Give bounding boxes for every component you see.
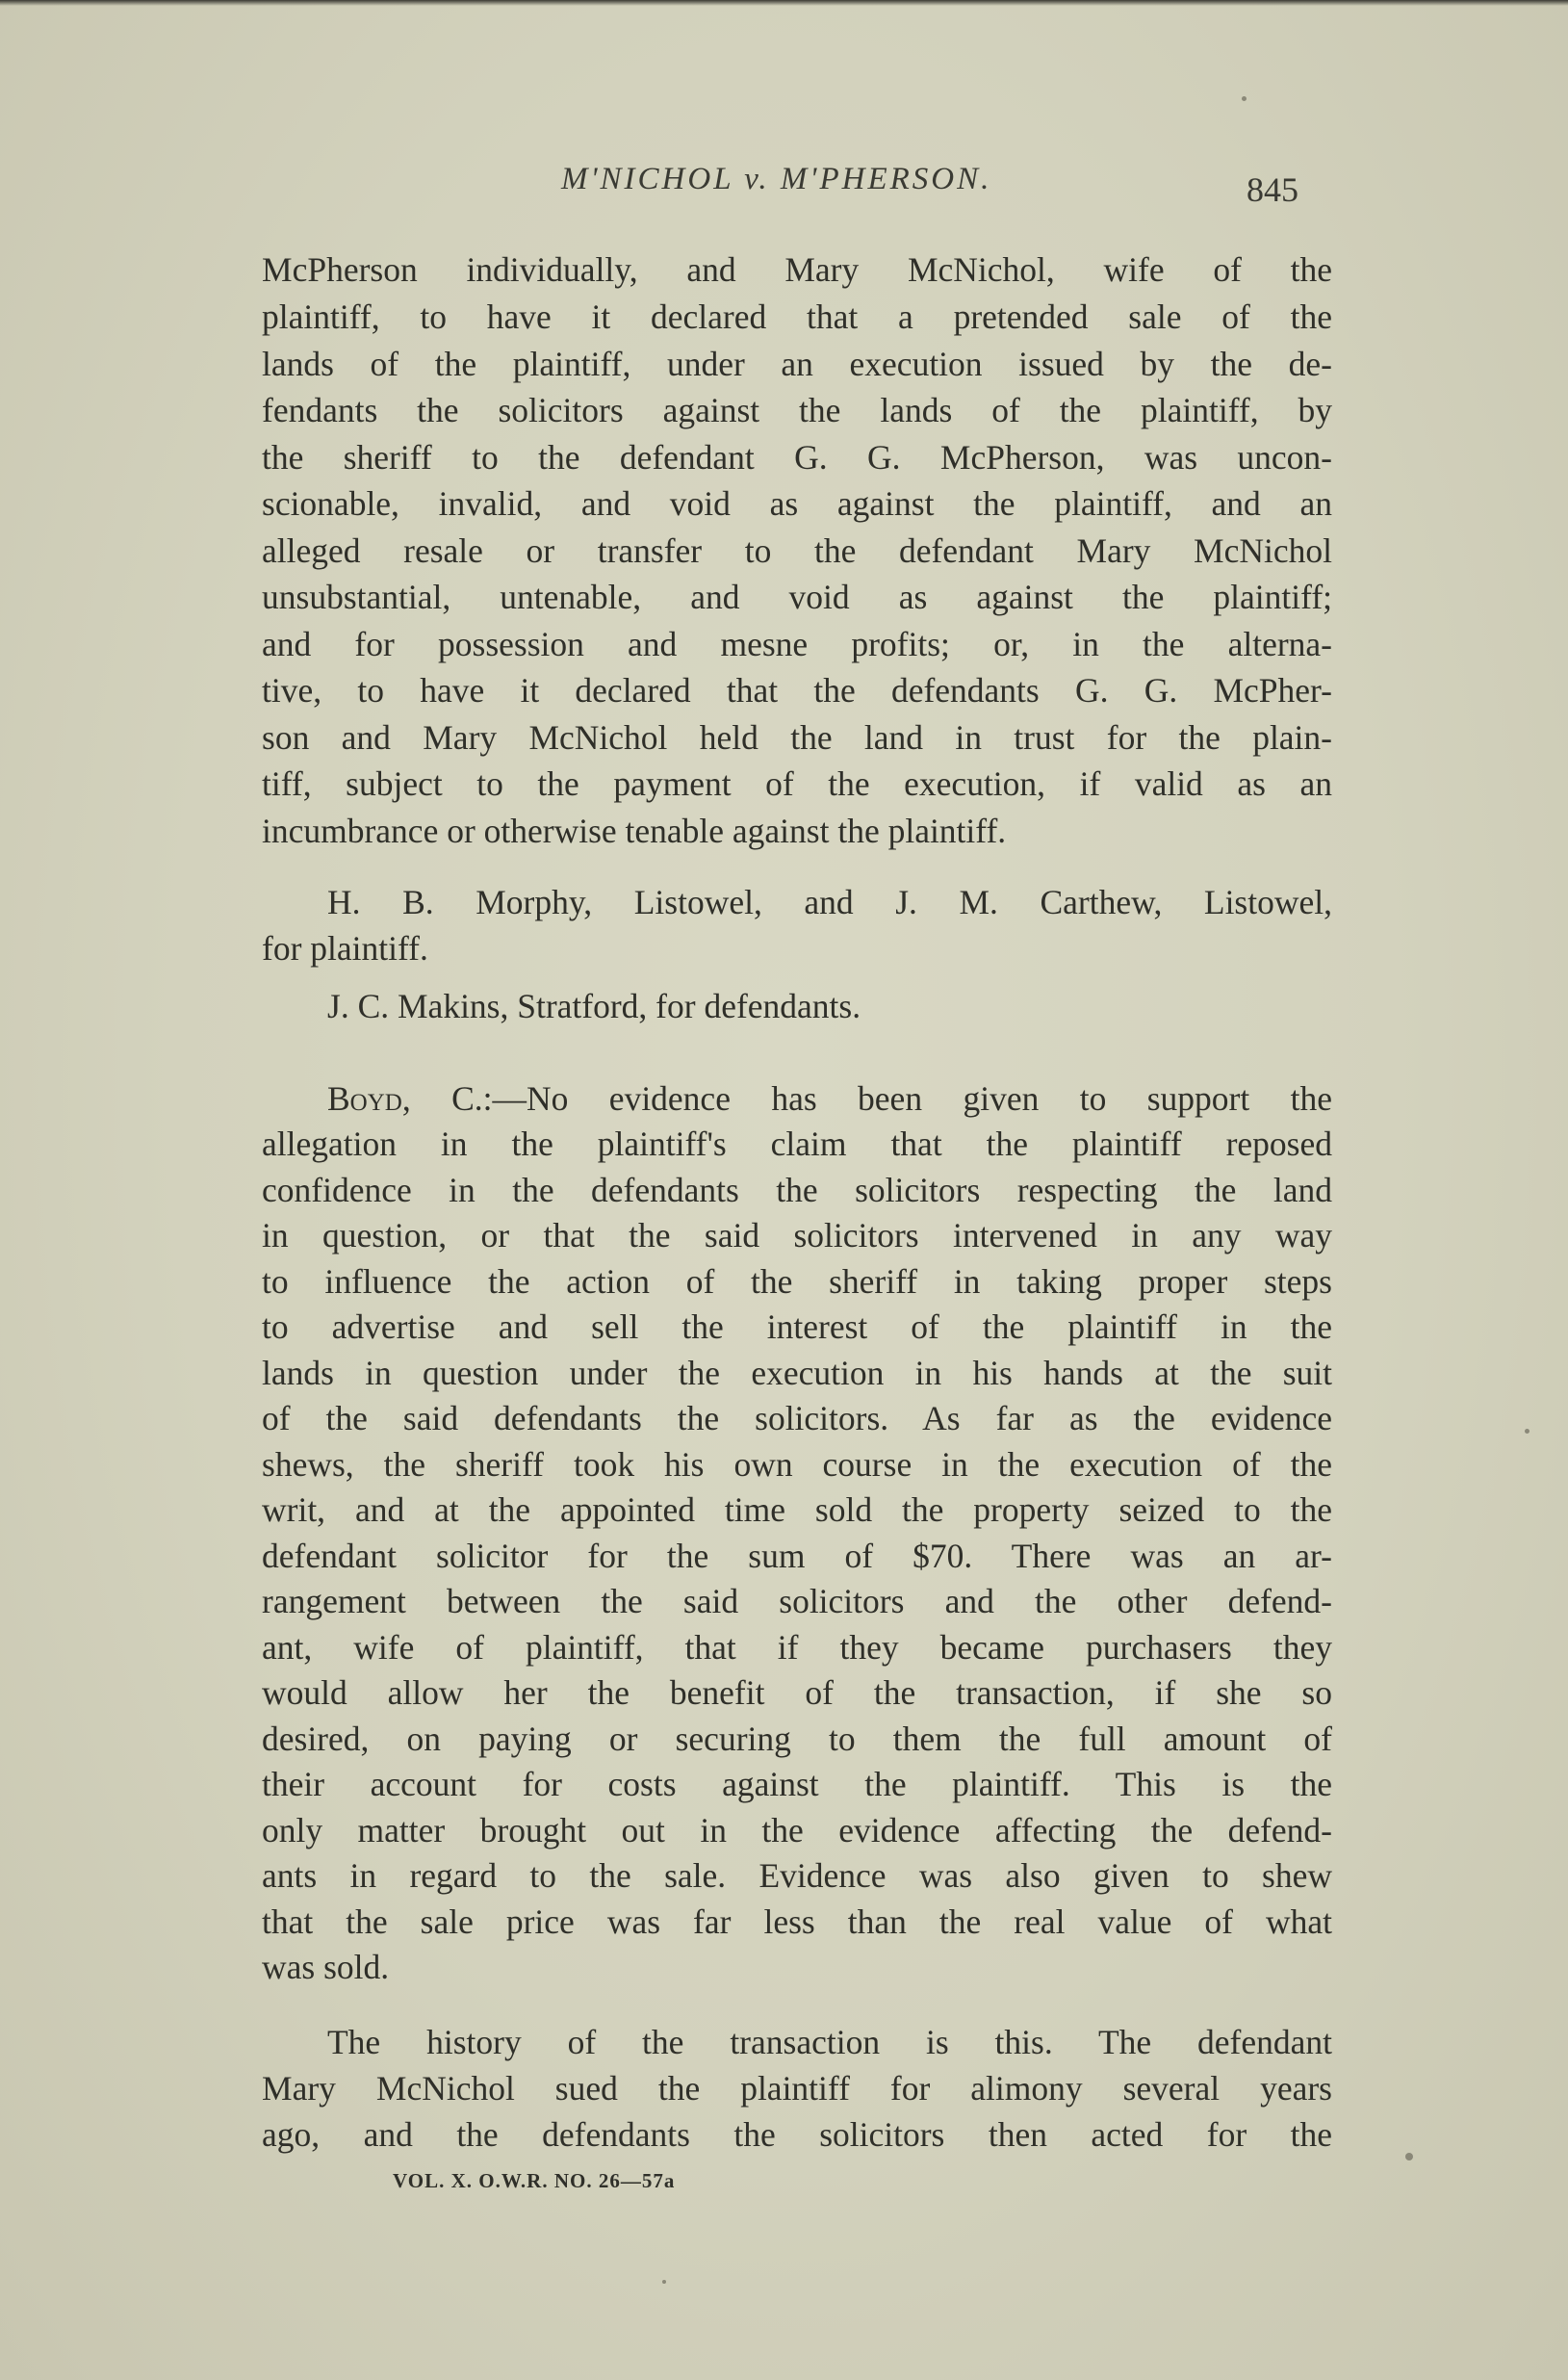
counsel-line: H. B. Morphy, Listowel, and J. M. Carthew, Listowel, [327,883,1332,921]
judgment-line: ant, wife of plaintiff, that if they became purchasers they [262,1628,1332,1667]
judgment-line: that the sale price was far less than the real value of what [262,1902,1332,1941]
judgment-line: defendant solicitor for the sum of $70. There was an ar- [262,1537,1332,1575]
text-line: fendants the solicitors against the lands of the plaintiff, by [262,391,1332,429]
history-line: Mary McNichol sued the plaintiff for alimony several years [262,2069,1332,2108]
text-line: the sheriff to the defendant G. G. McPherson, was uncon- [262,438,1332,477]
paper-speck [662,2280,666,2284]
judgment-line: to influence the action of the sheriff in taking proper steps [262,1262,1332,1301]
text-line: and for possession and mesne profits; or, in the alterna- [262,625,1332,663]
judgment-line: ants in regard to the sale. Evidence was also given to shew [262,1856,1332,1895]
history-line: ago, and the defendants the solicitors then acted for the [262,2115,1332,2154]
counsel-line: for plaintiff. [262,929,428,968]
text-line: incumbrance or otherwise tenable against the plaintiff. [262,812,1007,850]
text-line: scionable, invalid, and void as against the plaintiff, and an [262,484,1332,523]
judgment-line: Boyd, C.:—No evidence has been given to support the [327,1079,1332,1118]
page-number: 845 [1247,170,1298,209]
judgment-line: was sold. [262,1948,390,1986]
text-line: lands of the plaintiff, under an execution issued by the de- [262,345,1332,383]
paper-speck [1242,96,1247,101]
judgment-line: desired, on paying or securing to them the full amount of [262,1720,1332,1758]
paper-speck [1525,1429,1529,1434]
paper-speck [1405,2153,1413,2160]
judgment-line: to advertise and sell the interest of the plaintiff in the [262,1307,1332,1346]
page-top-shadow [0,0,1568,6]
judgment-line: only matter brought out in the evidence affecting the defend- [262,1811,1332,1850]
history-line: The history of the transaction is this. The defendant [327,2023,1332,2061]
text-line: unsubstantial, untenable, and void as against the plaintiff; [262,578,1332,616]
judgment-line: allegation in the plaintiff's claim that the plaintiff reposed [262,1125,1332,1163]
judgment-line: writ, and at the appointed time sold the property seized to the [262,1490,1332,1529]
judgment-line: would allow her the benefit of the transaction, if she so [262,1673,1332,1712]
text-line: tive, to have it declared that the defendants G. G. McPher- [262,671,1332,710]
running-head: M'NICHOL v. M'PHERSON. [561,162,992,196]
signature-mark: VOL. X. O.W.R. NO. 26—57a [393,2169,676,2192]
counsel-line: J. C. Makins, Stratford, for defendants. [327,987,861,1025]
judge-name: Boyd [327,1079,402,1118]
text-line: alleged resale or transfer to the defendant Mary McNichol [262,531,1332,570]
judgment-line: rangement between the said solicitors and the other defend- [262,1582,1332,1620]
judgment-line: of the said defendants the solicitors. As far as the evidence [262,1399,1332,1437]
text-line: son and Mary McNichol held the land in trust for the plain- [262,718,1332,757]
text-line: McPherson individually, and Mary McNichol, wife of the [262,250,1332,289]
text-line: tiff, subject to the payment of the execution, if valid as an [262,764,1332,803]
judgment-line: lands in question under the execution in his hands at the suit [262,1354,1332,1392]
judgment-line: confidence in the defendants the solicitors respecting the land [262,1171,1332,1209]
text-line: plaintiff, to have it declared that a pretended sale of the [262,298,1332,336]
judgment-line: their account for costs against the plaintiff. This is the [262,1765,1332,1803]
judgment-line: shews, the sheriff took his own course in the execution of the [262,1445,1332,1484]
judgment-line: in question, or that the said solicitors intervened in any way [262,1216,1332,1255]
